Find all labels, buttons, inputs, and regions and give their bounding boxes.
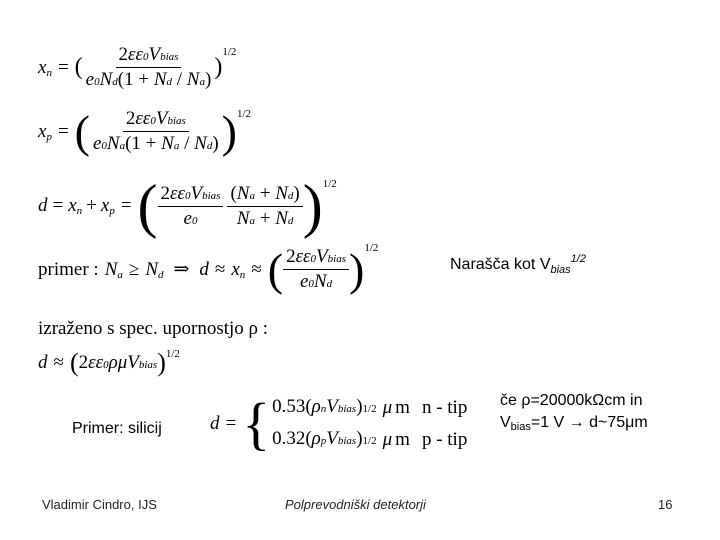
growth-note-sub: bias (550, 264, 571, 276)
numeric-example-rest: =1 V → d~75μm (530, 414, 648, 431)
growth-note-sup: 1/2 (570, 253, 586, 265)
numeric-example-v-sub: bias (510, 421, 531, 433)
numeric-example-line1: če ρ=20000kΩcm in (500, 392, 643, 409)
numeric-example-note (500, 390, 648, 438)
example-silicon-label (72, 420, 162, 438)
example-silicon-text: Primer: silicij (72, 420, 162, 437)
resistivity-label-text: izraženo s spec. upornostjo ρ : (38, 318, 269, 339)
equation-xp: x p = ( $\frac{\text{2εε0Vbias}}{e0Na(1 + Na / Nd)}$ ) 1/2 (38, 105, 252, 157)
equation-d: d = x n + x p = ( $\frac{\text{2εε0Vbias}}{e0}$ $\frac{(Na + Nd)}{Na + Nd}$ ) 1/2 (38, 173, 337, 239)
numeric-example-line2 (500, 412, 648, 438)
growth-note (450, 253, 586, 276)
growth-note-main: Narašča kot V (450, 256, 551, 273)
equation-d-cases: d = { 0.53(ρnVbias) 1/2 μ m n - tip 0.32(ρpVbias) 1/2 μ m p - tip (210, 391, 468, 456)
equation-d-rho: d ≈ ( 2εε0ρμVbias ) 1/2 (38, 348, 180, 377)
footer-title: Polprevodniški detektorji (285, 497, 426, 512)
footer-author: Vladimir Cindro, IJS (42, 497, 157, 512)
resistivity-label (38, 318, 268, 340)
equation-primer: primer : N a ≥ N d ⇒ d ≈ x n ≈ ( $\frac{\text{2εε0Vbias}}{e0Nd}$ ) 1/2 (38, 242, 379, 295)
numeric-example-v: V (500, 414, 511, 431)
page-number: 16 (658, 497, 673, 512)
equation-xn: x n = ( $\frac{\text{2εε0Vbias}}{e0Nd(1 + Nd / Na)}$ ) 1/2 (38, 44, 237, 90)
